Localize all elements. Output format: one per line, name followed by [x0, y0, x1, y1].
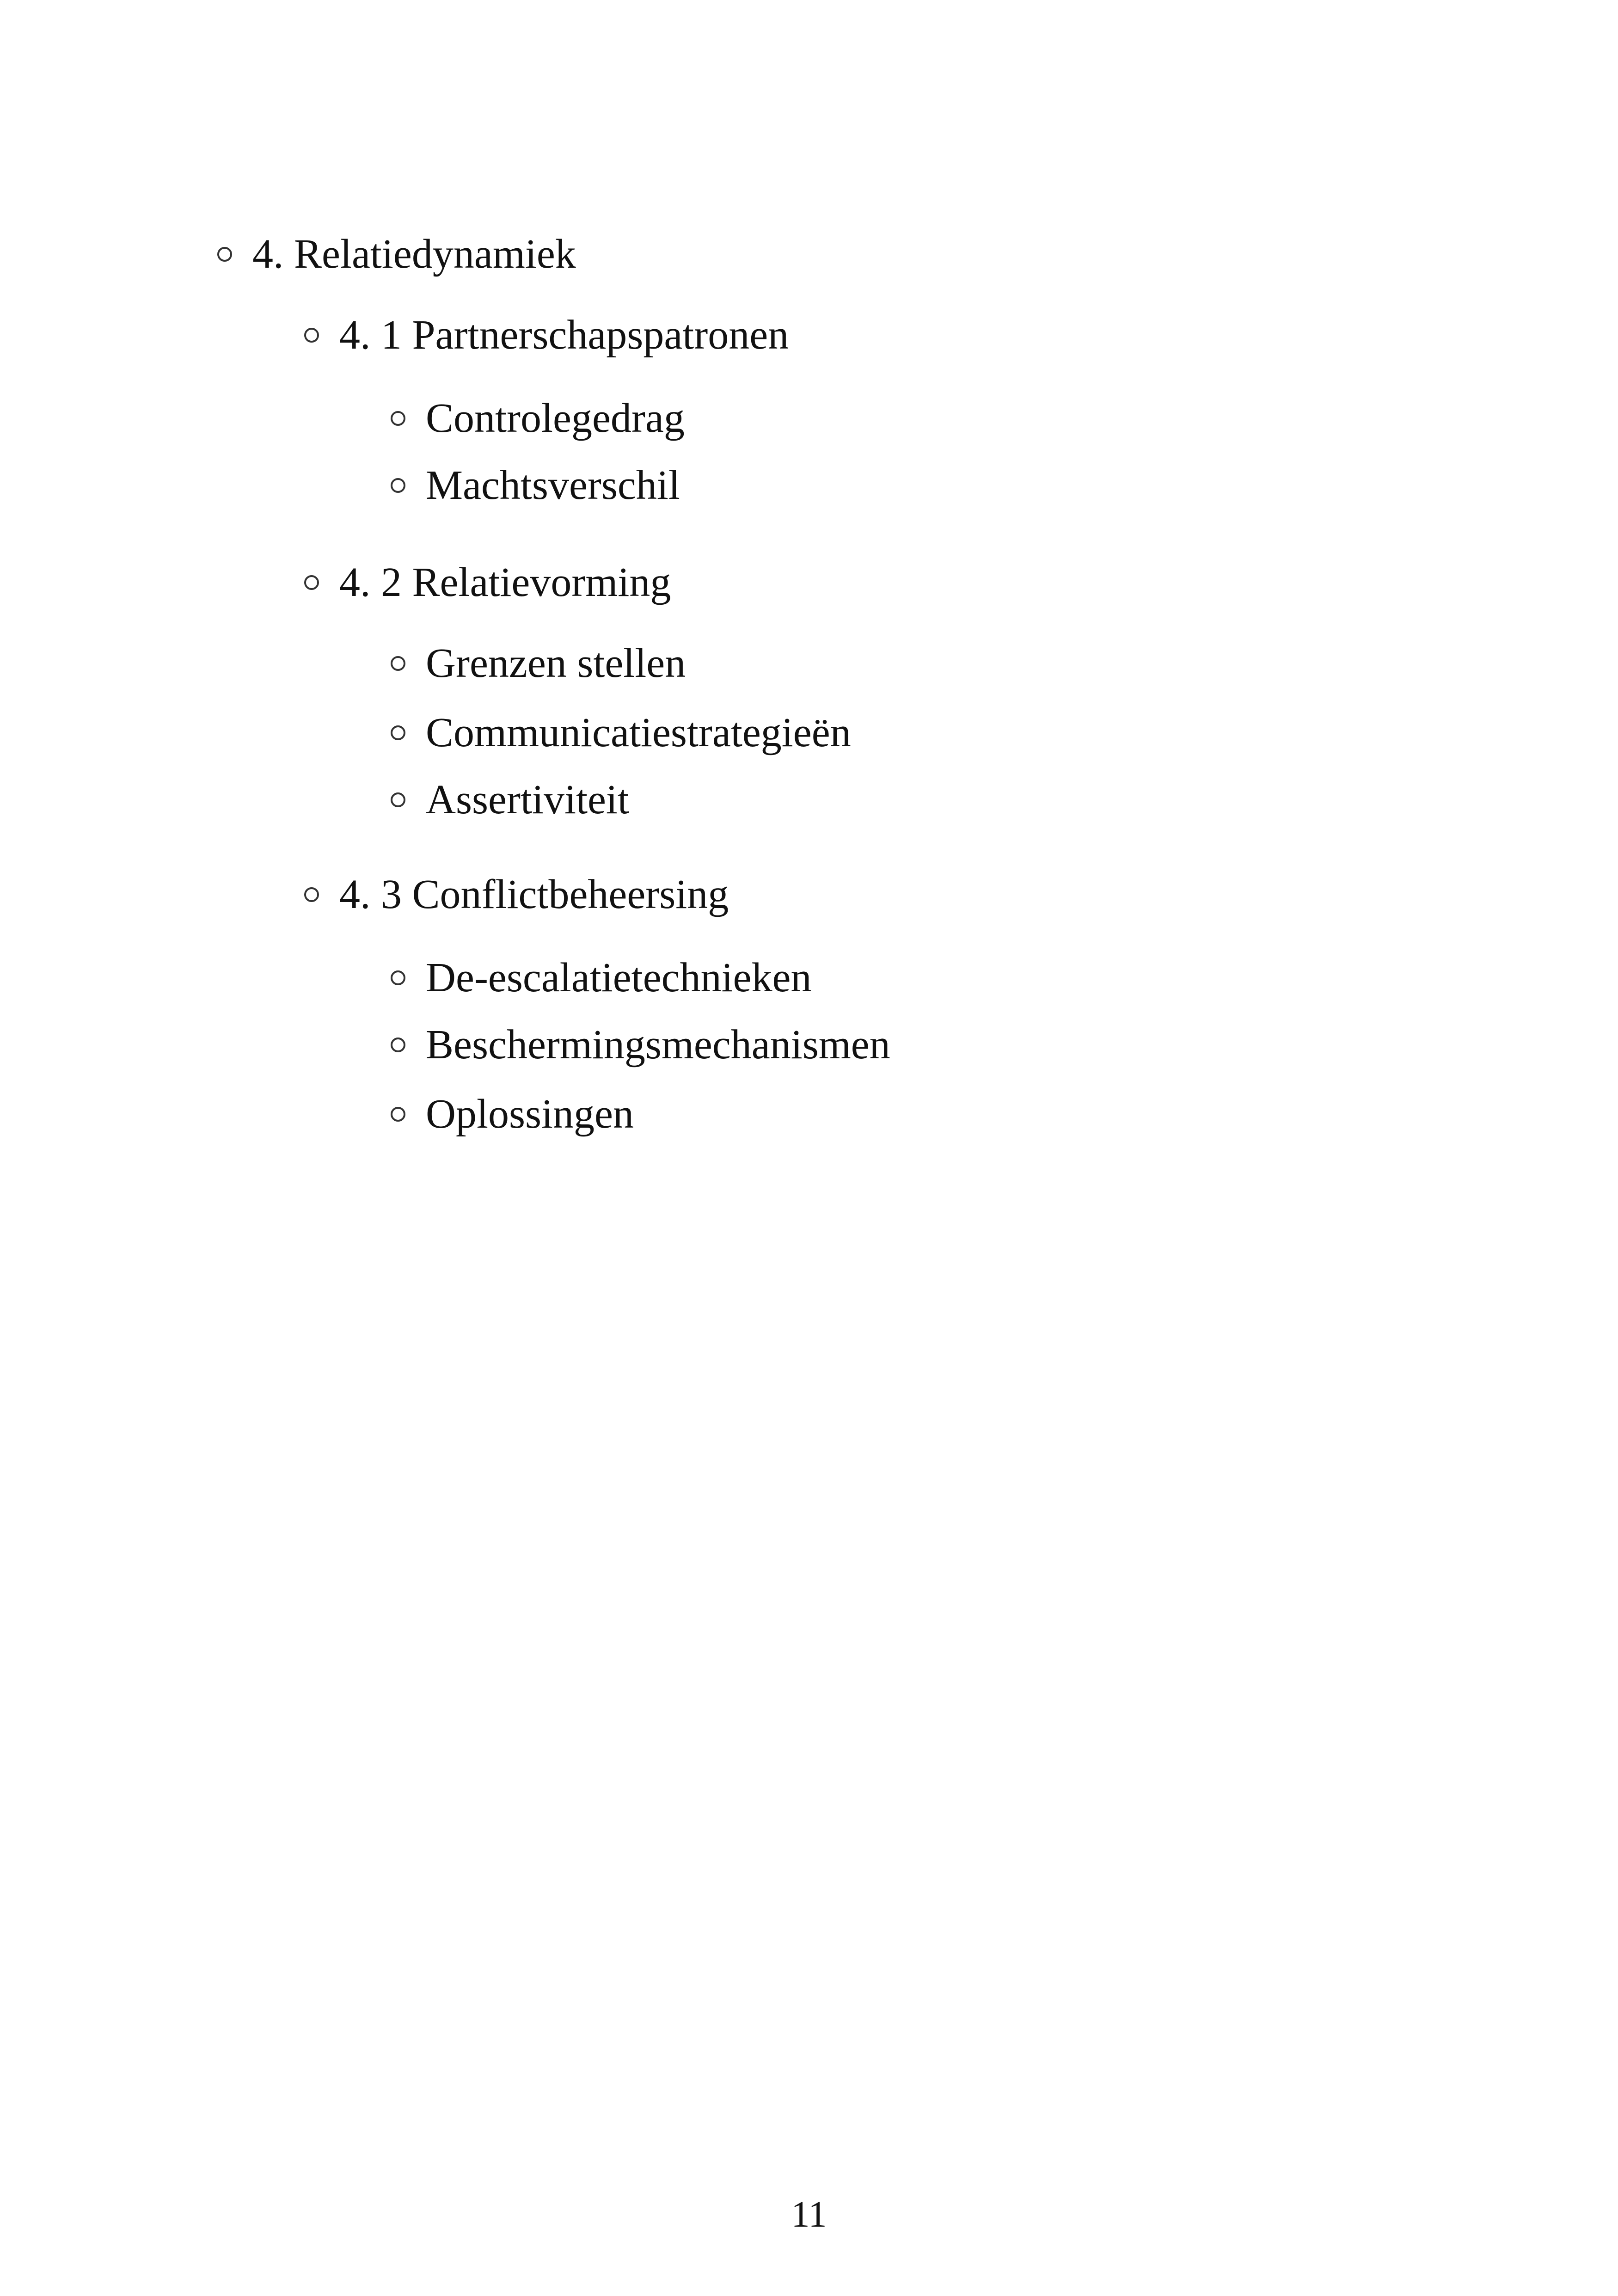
hollow-circle-bullet-icon	[217, 247, 232, 262]
hollow-circle-bullet-icon	[391, 970, 405, 985]
hollow-circle-bullet-icon	[391, 411, 405, 426]
outline-subsection	[304, 869, 729, 920]
subsection-heading: 4. 3 Conflictbeheersing	[339, 872, 729, 917]
subsection-heading: 4. 2 Relatievorming	[339, 559, 671, 605]
outline-list-item	[391, 1089, 634, 1140]
list-item-text: Grenzen stellen	[426, 640, 686, 686]
hollow-circle-bullet-icon	[391, 725, 405, 740]
hollow-circle-bullet-icon	[304, 887, 319, 902]
outline-list-item	[391, 952, 811, 1003]
page-number: 11	[791, 2194, 827, 2235]
outline-subsection	[304, 557, 671, 608]
list-item-text: Communicatiestrategieën	[426, 710, 851, 755]
list-item-text: Assertiviteit	[426, 777, 629, 823]
hollow-circle-bullet-icon	[391, 1107, 405, 1122]
outline-list-item	[391, 638, 686, 689]
outline-list-item	[391, 774, 629, 825]
outline-section	[217, 229, 576, 280]
hollow-circle-bullet-icon	[391, 1037, 405, 1052]
hollow-circle-bullet-icon	[304, 575, 319, 590]
hollow-circle-bullet-icon	[391, 792, 405, 807]
subsection-heading: 4. 1 Partnerschapspatronen	[339, 312, 789, 358]
outline-list-item	[391, 460, 680, 511]
outline-list-item	[391, 393, 685, 444]
list-item-text: Controlegedrag	[426, 395, 685, 441]
hollow-circle-bullet-icon	[304, 328, 319, 343]
list-item-text: Beschermingsmechanismen	[426, 1022, 890, 1068]
hollow-circle-bullet-icon	[391, 478, 405, 493]
list-item-text: De-escalatietechnieken	[426, 955, 812, 1001]
list-item-text: Oplossingen	[426, 1091, 634, 1137]
list-item-text: Machtsverschil	[426, 462, 680, 508]
outline-list-item	[391, 707, 851, 758]
outline-subsection	[304, 310, 789, 361]
hollow-circle-bullet-icon	[391, 656, 405, 671]
outline-list-item	[391, 1019, 890, 1070]
section-heading: 4. Relatiedynamiek	[252, 231, 576, 277]
